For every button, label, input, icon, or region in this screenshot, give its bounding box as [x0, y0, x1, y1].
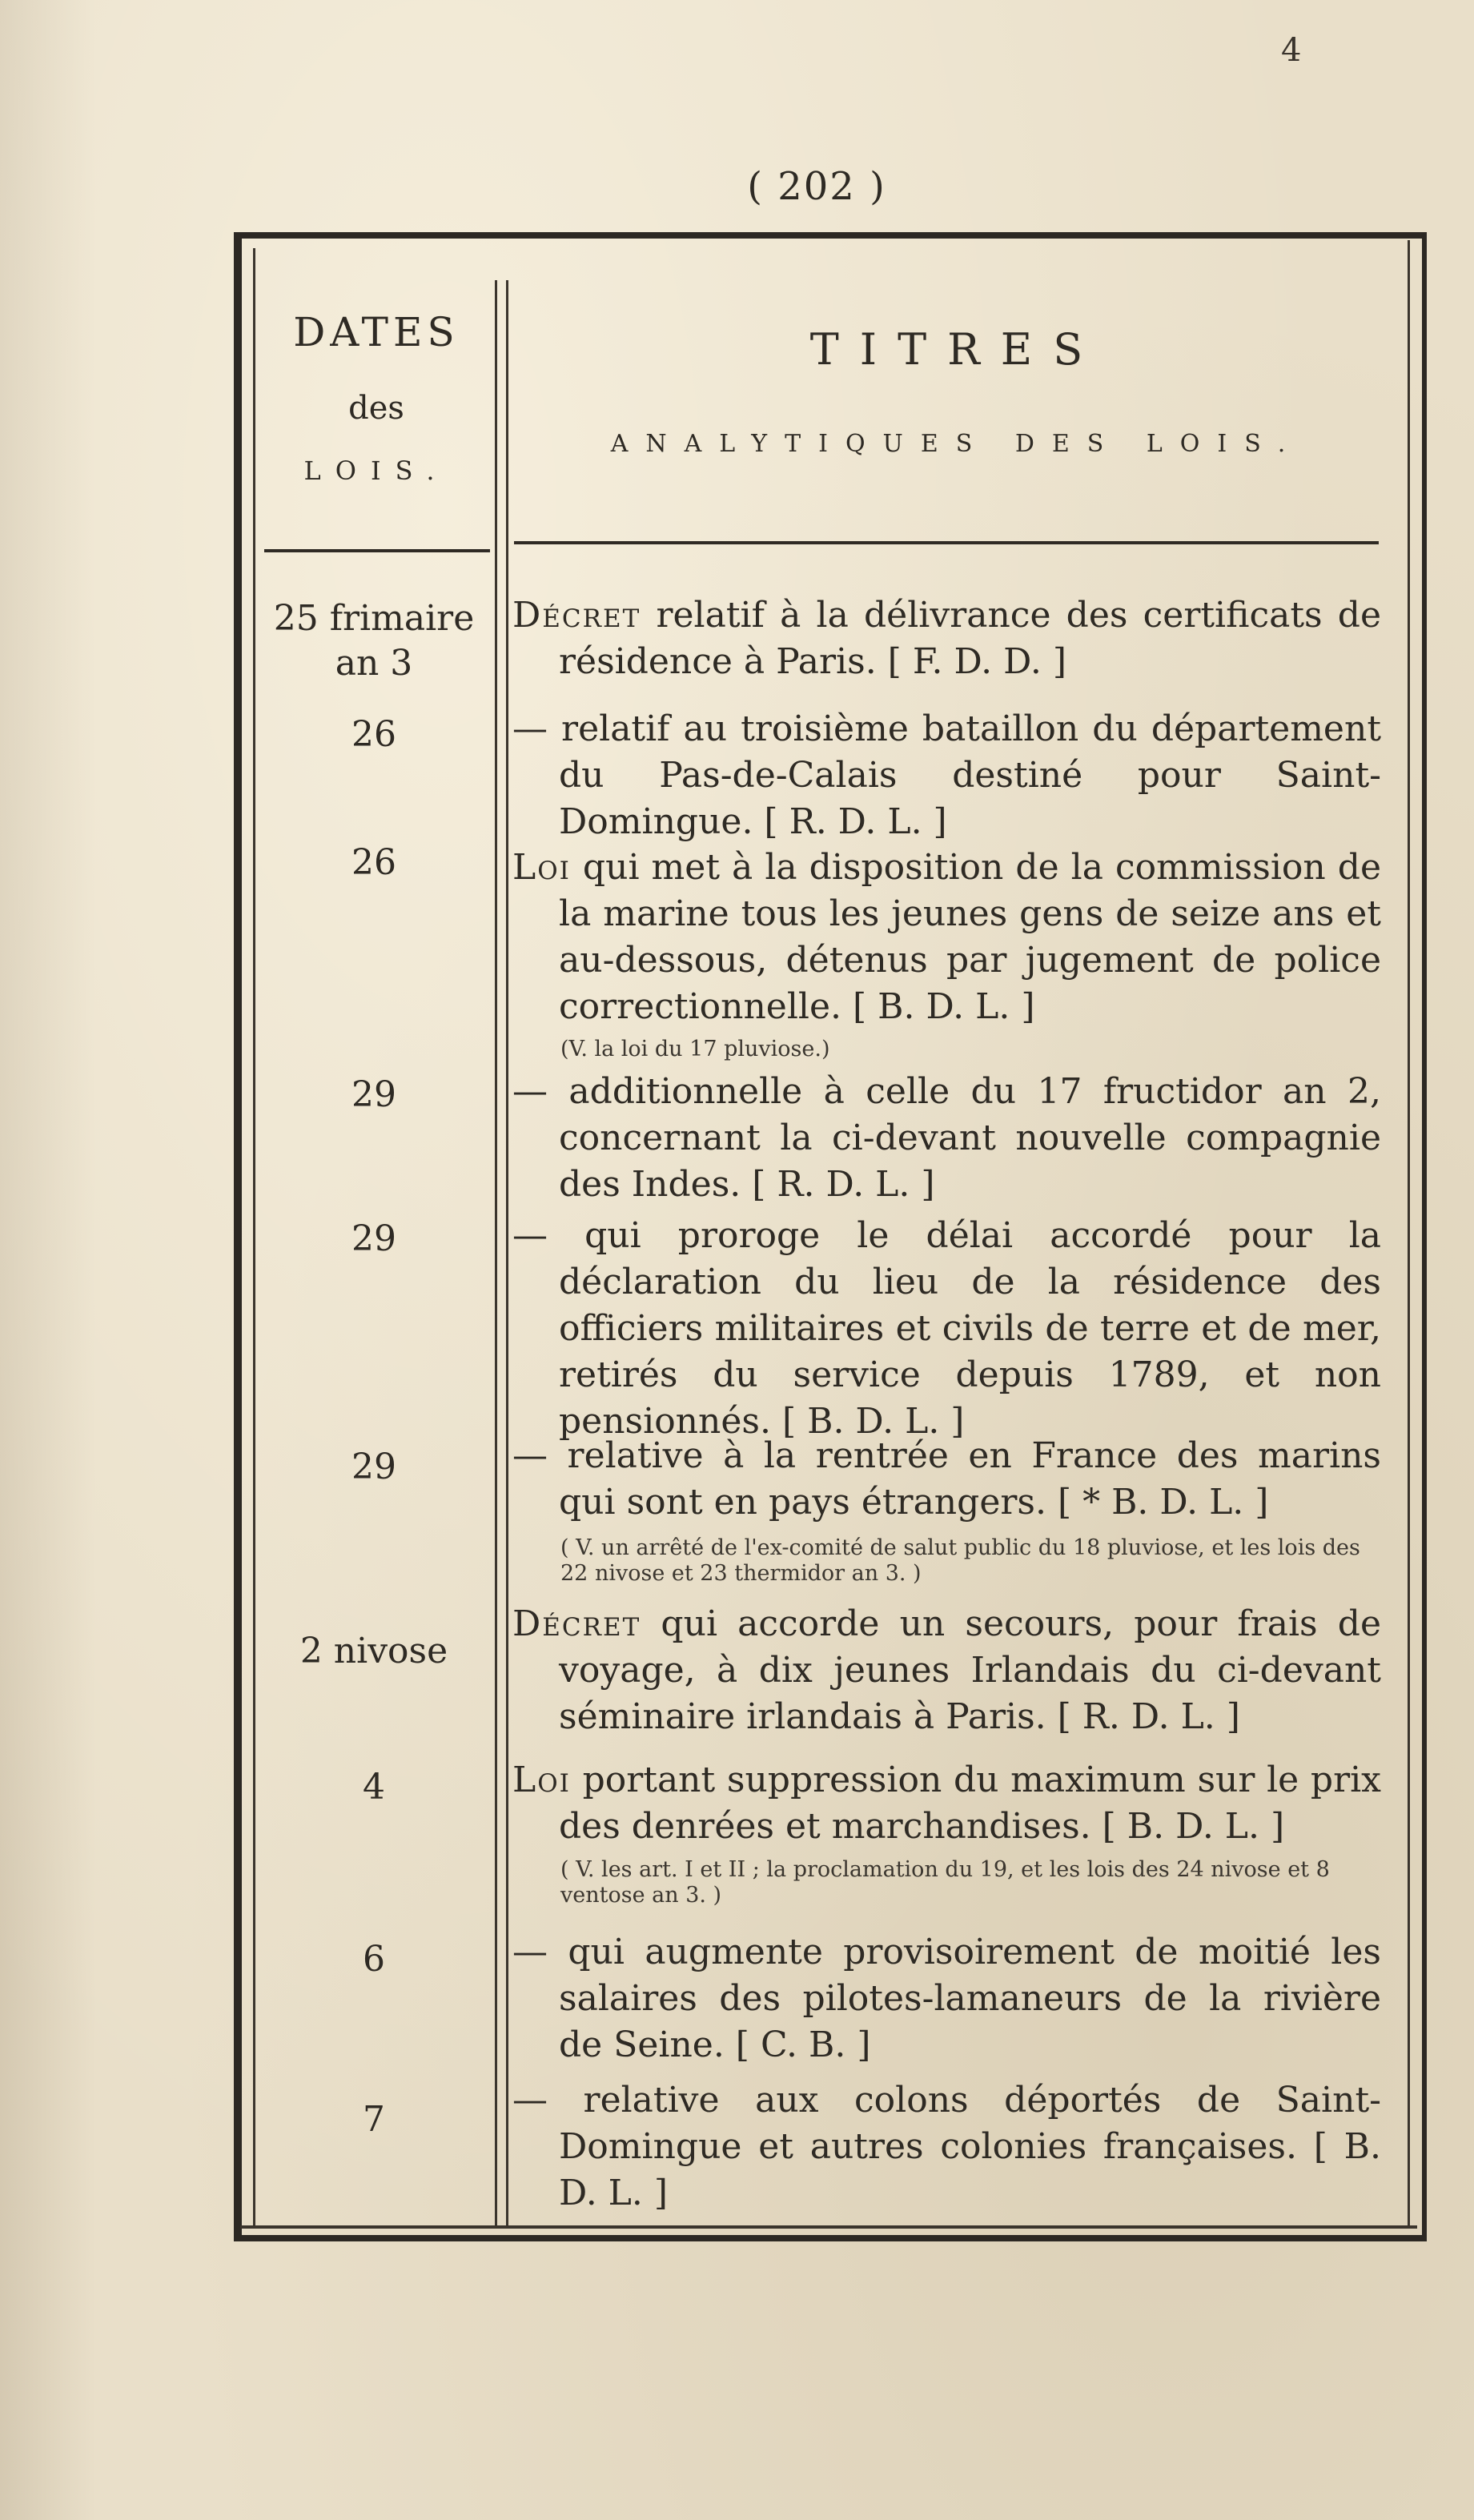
header-rule-titles — [514, 541, 1379, 544]
entry-text: relatif à la délivrance des certificats de résidence à Paris. [ F. D. D. ] — [559, 595, 1381, 682]
table-bottom-rule — [240, 2225, 1417, 2229]
entry-title — [512, 1929, 1381, 2069]
entry-title — [512, 845, 1381, 1030]
entry-date: 2 nivose — [299, 1631, 448, 1671]
entry-title — [512, 706, 1381, 845]
entry-title — [512, 1433, 1381, 1526]
entry-note: ( V. les art. I et II ; la proclamation du 19, et les lois des 24 nivose et 8 ventose an 3. ) — [560, 1857, 1330, 1908]
column-header-des: des — [348, 390, 404, 427]
entry-text: qui accorde un secours, pour frais de voyage, à dix jeunes Irlandais du ci-devant séminaire irlandais à Paris. [ R. D. L. ] — [559, 1603, 1381, 1737]
corner-mark: 4 — [1281, 32, 1302, 69]
entry-date: 7 — [363, 2099, 385, 2140]
entry-text: — qui augmente provisoirement de moitié les salaires des pilotes-lamaneurs de la rivière de Seine. [ C. B. ] — [512, 1932, 1381, 2065]
entry-date: 25 frimaire an 3 — [273, 598, 475, 684]
entry-title — [512, 592, 1381, 685]
entry-note: (V. la loi du 17 pluviose.) — [560, 1037, 830, 1061]
entry-date: 29 — [351, 1074, 396, 1115]
entry-title — [512, 2077, 1381, 2217]
entry-date: 29 — [351, 1447, 396, 1487]
column-header-lois: LOIS. — [303, 455, 449, 486]
entry-text: — relatif au troisième bataillon du département du Pas-de-Calais destiné pour Saint-Domingue. [ R. D. L. ] — [512, 708, 1381, 842]
entry-text: — qui proroge le délai accordé pour la déclaration du lieu de la résidence des officiers militaires et civils de terre et de mer, retirés du service depuis 1789, et non pensionnés. [ B. D. L. ] — [512, 1215, 1381, 1442]
entry-lead: Décret — [512, 1603, 641, 1644]
column-divider-second — [506, 280, 508, 2225]
entry-text: portant suppression du maximum sur le prix des denrées et marchandises. [ B. D. L. ] — [559, 1760, 1381, 1847]
entry-title — [512, 1757, 1381, 1850]
entry-note: ( V. un arrêté de l'ex-comité de salut public du 18 pluviose, et les lois des 22 nivose et 23 thermidor an 3. ) — [560, 1535, 1360, 1586]
entry-date: 29 — [351, 1218, 396, 1259]
column-header-dates: DATES — [293, 309, 460, 355]
entry-text: — relative aux colons déportés de Saint-Domingue et autres colonies françaises. [ B. D. L. ] — [512, 2080, 1381, 2213]
entry-lead: Loi — [512, 847, 571, 888]
page-number: ( 202 ) — [747, 164, 886, 209]
entry-text: — relative à la rentrée en France des marins qui sont en pays étrangers. [ * B. D. L. ] — [512, 1435, 1381, 1523]
column-divider — [495, 280, 497, 2225]
table-inner-rule-right — [1408, 240, 1410, 2225]
entry-date: 4 — [363, 1767, 385, 1808]
table-inner-rule-left — [253, 248, 255, 2225]
entry-lead: Loi — [512, 1760, 571, 1800]
entry-title — [512, 1601, 1381, 1740]
entry-title — [512, 1213, 1381, 1445]
entry-text: — additionnelle à celle du 17 fructidor an 2, concernant la ci-devant nouvelle compagnie des Indes. [ R. D. L. ] — [512, 1071, 1381, 1205]
column-header-titres: TITRES — [809, 324, 1104, 375]
entry-date: 26 — [351, 842, 396, 883]
column-header-analytiques: ANALYTIQUES DES LOIS. — [610, 430, 1303, 458]
entry-text: qui met à la disposition de la commission de la marine tous les jeunes gens de seize ans et au-dessous, détenus par jugement de police correctionnelle. [ B. D. L. ] — [559, 847, 1381, 1027]
entry-title — [512, 1069, 1381, 1208]
entry-lead: Décret — [512, 595, 641, 636]
entry-date: 6 — [363, 1939, 385, 1980]
entry-date: 26 — [351, 714, 396, 755]
header-rule-dates — [264, 549, 490, 552]
